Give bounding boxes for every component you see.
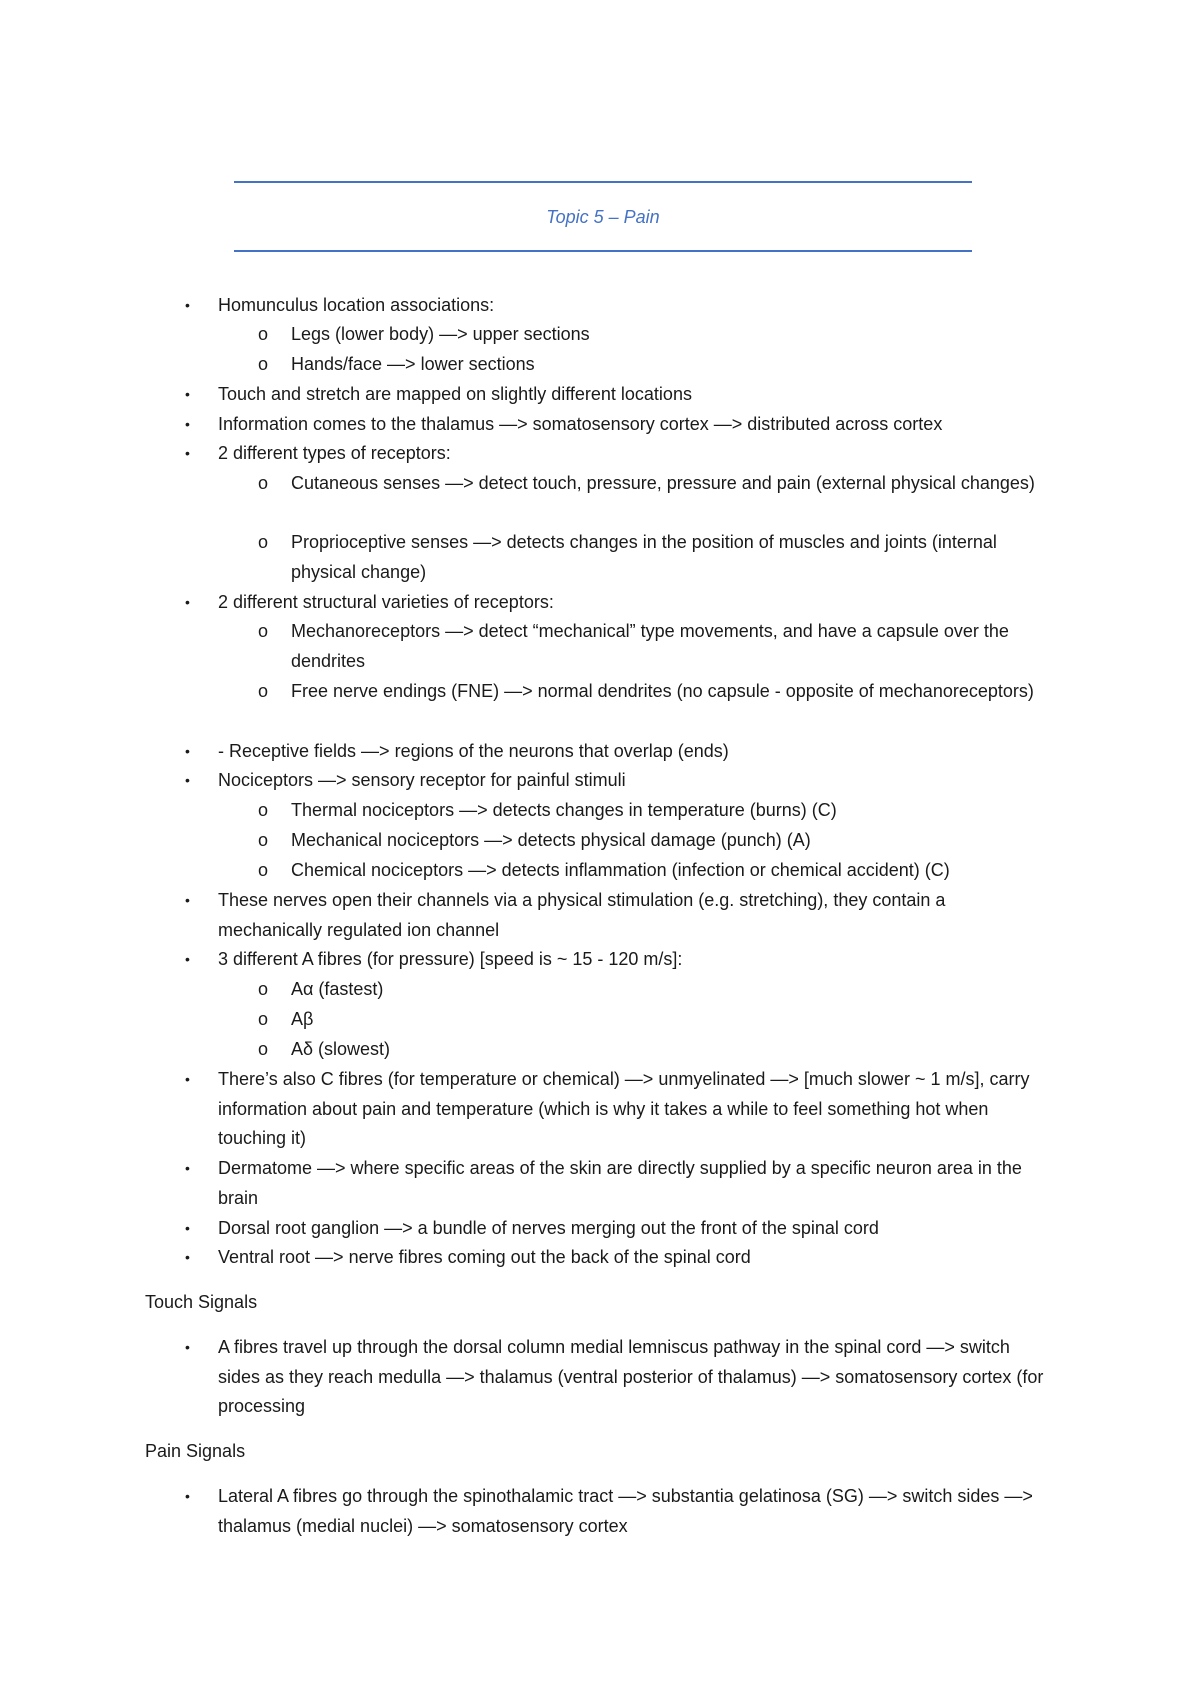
bullet-marker: •: [185, 951, 190, 967]
list-item: [185, 1214, 1053, 1244]
sub-bullet-marker: o: [258, 979, 269, 999]
bullet-marker: •: [185, 594, 190, 610]
bullet-marker: •: [185, 1220, 190, 1236]
section-heading-pain-signals: Pain Signals: [145, 1441, 246, 1461]
list-item-text: Touch and stretch are mapped on slightly different locations: [218, 384, 692, 404]
sub-list-item: [258, 617, 1053, 676]
sub-list-item: [258, 1035, 1053, 1065]
list-item-text: Chemical nociceptors —> detects inflammation (infection or chemical accident) (C): [291, 860, 950, 880]
title-rule-bottom: [234, 250, 972, 252]
sub-list-item: [258, 320, 1053, 350]
list-item-text: 2 different types of receptors:: [218, 443, 451, 463]
list-item: [185, 886, 1053, 945]
sub-list-item: [258, 528, 1053, 587]
list-item-text: Cutaneous senses —> detect touch, pressure, pressure and pain (external physical changes): [291, 473, 1035, 493]
sub-list-item: [258, 796, 1053, 826]
list-item: [185, 1243, 1053, 1273]
list-item-text: Aβ: [291, 1009, 314, 1029]
list-item-text: Mechanoreceptors —> detect “mechanical” type movements, and have a capsule over the dendrites: [291, 621, 1009, 671]
list-item-text: Legs (lower body) —> upper sections: [291, 324, 590, 344]
sub-list-item: [258, 350, 1053, 380]
bullet-marker: •: [185, 1160, 190, 1176]
list-item-text: Ventral root —> nerve fibres coming out the back of the spinal cord: [218, 1247, 751, 1267]
sub-bullet-marker: o: [258, 681, 269, 701]
sub-list-item: [258, 856, 1053, 886]
sub-list-item: [258, 677, 1053, 707]
bullet-marker: •: [185, 416, 190, 432]
bullet-marker: •: [185, 1071, 190, 1087]
list-item: [185, 439, 1053, 469]
sub-bullet-marker: o: [258, 324, 269, 344]
bullet-marker: •: [185, 1249, 190, 1265]
list-item-text: Information comes to the thalamus —> somatosensory cortex —> distributed across cortex: [218, 414, 943, 434]
bullet-marker: •: [185, 445, 190, 461]
sub-bullet-marker: o: [258, 830, 269, 850]
list-item-text: Thermal nociceptors —> detects changes in temperature (burns) (C): [291, 800, 837, 820]
list-item: [185, 410, 1053, 440]
sub-bullet-marker: o: [258, 621, 269, 641]
list-item: [185, 1065, 1053, 1154]
list-item: [185, 291, 1053, 321]
bullet-marker: •: [185, 297, 190, 313]
list-item-text: Nociceptors —> sensory receptor for painful stimuli: [218, 770, 626, 790]
list-item: [185, 588, 1053, 618]
list-item: [185, 1154, 1053, 1213]
sub-list-item: [258, 1005, 1053, 1035]
page-title: Topic 5 – Pain: [546, 207, 660, 227]
list-item: [185, 1482, 1053, 1541]
list-item-text: Free nerve endings (FNE) —> normal dendrites (no capsule - opposite of mechanoreceptors): [291, 681, 1034, 701]
sub-bullet-marker: o: [258, 800, 269, 820]
list-item-text: Mechanical nociceptors —> detects physical damage (punch) (A): [291, 830, 811, 850]
sub-bullet-marker: o: [258, 532, 269, 552]
bullet-marker: •: [185, 743, 190, 759]
list-item-text: Hands/face —> lower sections: [291, 354, 535, 374]
list-item: [185, 945, 1053, 975]
list-item-text: A fibres travel up through the dorsal column medial lemniscus pathway in the spinal cord —> switch sides as they reach medulla —> thalamus (ventral posterior of thalamus) —> somatosensory cortex (for processing: [218, 1337, 1044, 1416]
list-item: [185, 766, 1053, 796]
bullet-marker: •: [185, 772, 190, 788]
title-rule-top: [234, 181, 972, 183]
sub-list-item: [258, 469, 1053, 499]
list-item-text: There’s also C fibres (for temperature or chemical) —> unmyelinated —> [much slower ~ 1 m/s], carry information about pain and temperature (which is why it takes a while to feel something hot when touching it): [218, 1069, 1030, 1148]
list-item: [185, 380, 1053, 410]
list-item-text: Aδ (slowest): [291, 1039, 391, 1059]
list-item-text: 3 different A fibres (for pressure) [speed is ~ 15 - 120 m/s]:: [218, 949, 683, 969]
list-item-text: 2 different structural varieties of receptors:: [218, 592, 554, 612]
list-item-text: Homunculus location associations:: [218, 295, 495, 315]
bullet-marker: •: [185, 1488, 190, 1504]
list-item-text: These nerves open their channels via a physical stimulation (e.g. stretching), they contain a mechanically regulated ion channel: [218, 890, 946, 940]
sub-list-item: [258, 975, 1053, 1005]
sub-bullet-marker: o: [258, 473, 269, 493]
list-item-text: Lateral A fibres go through the spinothalamic tract —> substantia gelatinosa (SG) —> switch sides —> thalamus (medial nuclei) —> somatosensory cortex: [218, 1486, 1033, 1536]
list-item: [185, 737, 1053, 767]
sub-bullet-marker: o: [258, 1039, 269, 1059]
sub-bullet-marker: o: [258, 354, 269, 374]
list-item-text: Aα (fastest): [291, 979, 384, 999]
list-item-text: Dermatome —> where specific areas of the skin are directly supplied by a specific neuron area in the brain: [218, 1158, 1022, 1208]
bullet-marker: •: [185, 892, 190, 908]
bullet-marker: •: [185, 1339, 190, 1355]
sub-bullet-marker: o: [258, 860, 269, 880]
list-item-text: - Receptive fields —> regions of the neurons that overlap (ends): [218, 741, 729, 761]
list-item: [185, 1333, 1053, 1422]
section-heading-touch-signals: Touch Signals: [145, 1292, 258, 1312]
bullet-marker: •: [185, 386, 190, 402]
list-item-text: Dorsal root ganglion —> a bundle of nerves merging out the front of the spinal cord: [218, 1218, 879, 1238]
list-item-text: Proprioceptive senses —> detects changes in the position of muscles and joints (internal physical change): [291, 532, 997, 582]
sub-list-item: [258, 826, 1053, 856]
sub-bullet-marker: o: [258, 1009, 269, 1029]
